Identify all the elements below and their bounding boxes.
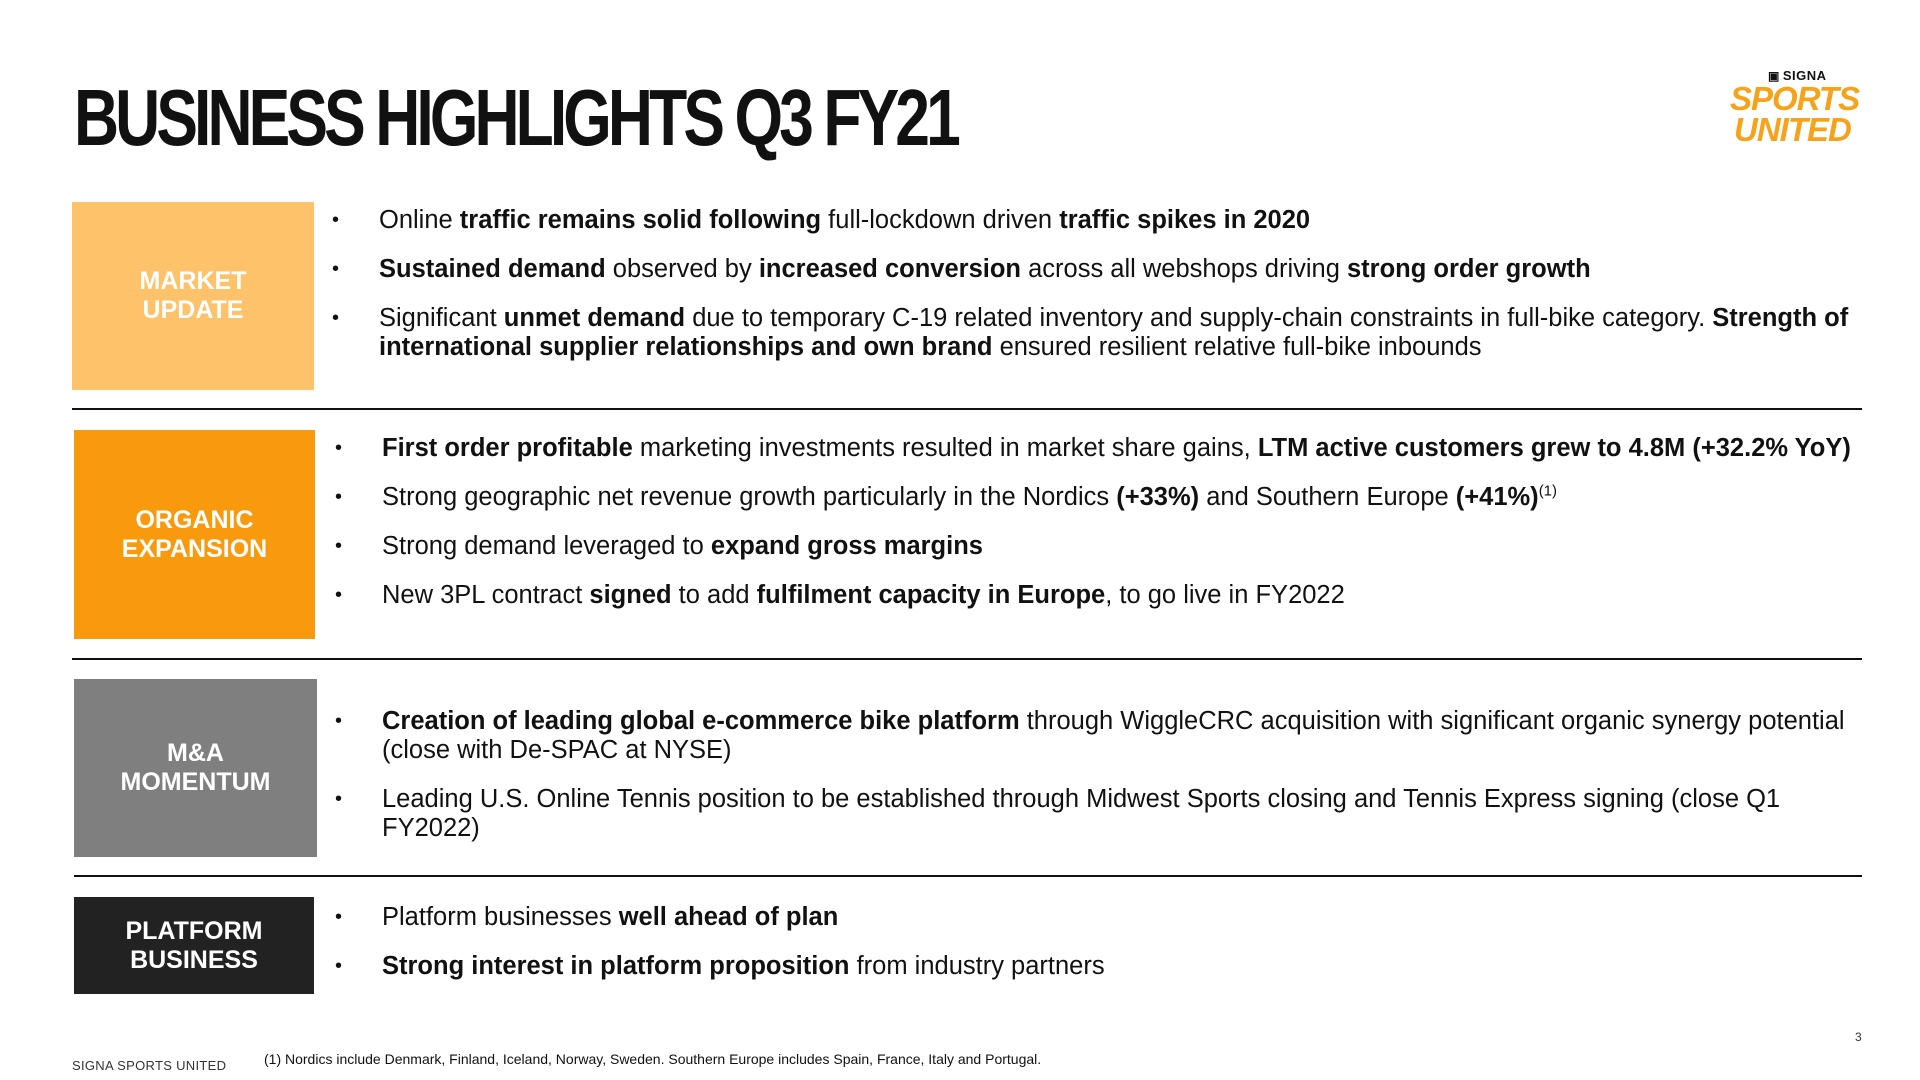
badge-line-2: MOMENTUM — [120, 768, 271, 796]
badge-line-2: EXPANSION — [121, 534, 268, 563]
badge-line-1: MARKET — [139, 267, 247, 295]
badge-line-2: UPDATE — [142, 296, 244, 324]
badge-line-2: BUSINESS — [130, 945, 258, 974]
badge-organic-expansion — [74, 430, 315, 639]
badge-platform-business — [74, 897, 314, 994]
badge-line-1: PLATFORM — [125, 916, 263, 945]
bullet-item: • Creation of leading global e-commerce bike platform through WiggleCRC acquisition with significant organic synergy potential (close with De-SPAC at NYSE) — [335, 707, 1855, 765]
market-update-bullets — [332, 206, 1852, 382]
section-divider — [72, 408, 1862, 410]
signa-sports-united-logo — [1730, 68, 1870, 148]
page-number: 3 — [1855, 1030, 1862, 1044]
bullet-item: • Strong geographic net revenue growth particularly in the Nordics (+33%) and Southern Europe $(+41\%)^{(1)}$ — [335, 483, 1855, 512]
organic-expansion-bullets — [335, 434, 1855, 630]
footnote-ref: (1) — [1538, 482, 1558, 500]
bullet-item: • Sustained demand observed by increased conversion across all webshops driving strong order growth — [332, 255, 1852, 284]
bullet-item: • New 3PL contract signed to add fulfilment capacity in Europe, to go live in FY2022 — [335, 581, 1855, 610]
bullet-item: • Online traffic remains solid following full-lockdown driven traffic spikes in 2020 — [332, 206, 1852, 235]
signa-mark-icon: ▣ — [1768, 69, 1780, 83]
bullet-item: • First order profitable marketing investments resulted in market share gains, LTM active customers grew to 4.8M (+32.2% YoY) — [335, 434, 1855, 463]
ma-momentum-bullets — [335, 707, 1855, 863]
badge-line-1: ORGANIC — [135, 505, 254, 534]
footer-brand: SIGNA SPORTS UNITED — [72, 1058, 227, 1073]
page-title: BUSINESS HIGHLIGHTS Q3 FY21 — [74, 73, 957, 162]
badge-market-update — [72, 202, 314, 390]
section-divider — [72, 658, 1862, 660]
platform-business-bullets — [335, 903, 1855, 1001]
section-divider — [74, 875, 1862, 877]
logo-line-1: SPORTS — [1730, 80, 1860, 117]
bullet-item: • Significant unmet demand due to temporary C-19 related inventory and supply-chain constraints in full-bike category. Strength of international supplier relationships and own brand ensured resilient relative full-bike inbounds — [332, 304, 1852, 362]
bullet-item: • Strong demand leveraged to expand gross margins — [335, 532, 1855, 561]
badge-ma-momentum — [74, 679, 317, 857]
badge-line-1: M&A — [167, 739, 224, 767]
bullet-item: • Strong interest in platform proposition from industry partners — [335, 952, 1855, 981]
logo-top-text: SIGNA — [1782, 68, 1827, 83]
footnote: (1) Nordics include Denmark, Finland, Iceland, Norway, Sweden. Southern Europe includes Spain, France, Italy and Portugal. — [264, 1051, 1042, 1067]
bullet-item: • Leading U.S. Online Tennis position to be established through Midwest Sports closing and Tennis Express signing (close Q1 FY2022) — [335, 785, 1855, 843]
bullet-item: • Platform businesses well ahead of plan — [335, 903, 1855, 932]
logo-line-2: UNITED — [1734, 111, 1851, 148]
